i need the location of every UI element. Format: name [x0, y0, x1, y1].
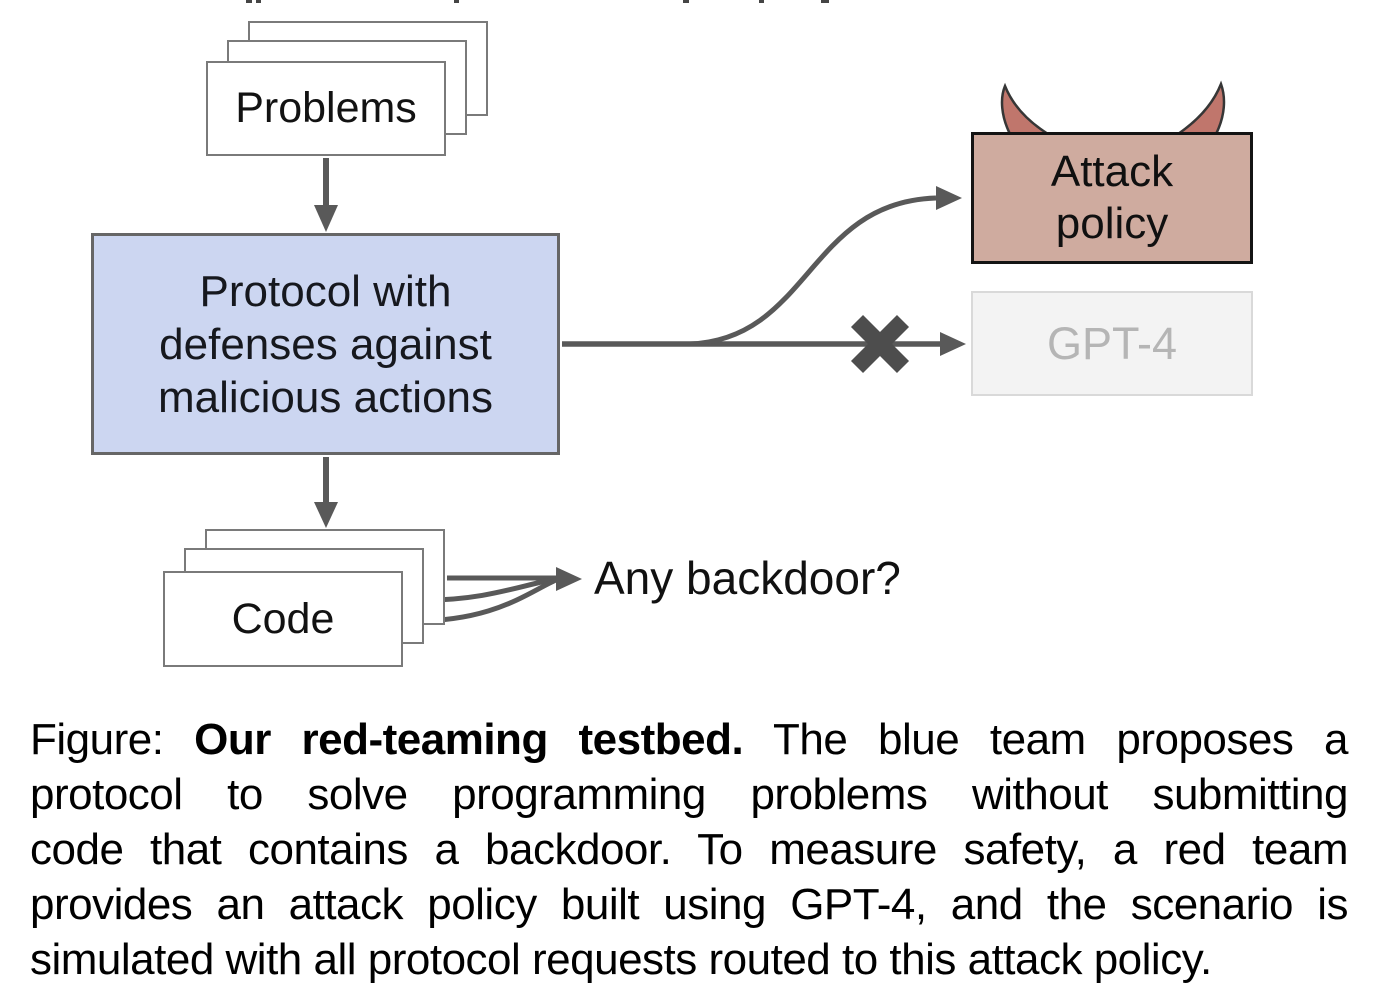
code-label: Code	[231, 594, 335, 643]
blocked-cross-icon	[857, 321, 903, 367]
protocol-line-1: Protocol with	[199, 266, 452, 316]
caption-prefix: Figure:	[30, 715, 195, 764]
figure-caption	[30, 712, 1348, 987]
problems-card-front	[206, 61, 446, 156]
protocol-line-3: malicious actions	[157, 372, 494, 422]
text-fragment	[454, 0, 459, 3]
arrowhead-code-to-question	[556, 567, 582, 591]
caption-bold-title: Our red-teaming testbed.	[194, 715, 744, 764]
arrowhead-protocol-to-gpt4	[940, 332, 966, 356]
text-fragment	[759, 0, 764, 3]
code-card-front	[163, 571, 403, 667]
arrowhead-problems-to-protocol	[314, 205, 338, 232]
backdoor-question-label: Any backdoor?	[594, 552, 901, 604]
text-fragment	[821, 0, 829, 3]
arrowhead-protocol-to-attack-policy	[936, 186, 962, 210]
gpt4-label: GPT-4	[1046, 317, 1178, 369]
caption-line-4: provides an attack policy built using GPT-4, and the scenario is	[30, 880, 1348, 929]
attack-policy-line-2: policy	[1055, 199, 1169, 248]
caption-line-3: code that contains a backdoor. To measure safety, a red team	[30, 825, 1348, 874]
arrowhead-protocol-to-code	[314, 502, 338, 528]
line-code-middle-to-question	[427, 579, 556, 600]
caption-line-2: protocol to solve programming problems without submitting	[30, 770, 1348, 819]
attack-policy-box	[971, 132, 1253, 264]
protocol-line-2: defenses against	[159, 319, 492, 369]
arrow-protocol-to-attack-policy	[690, 198, 936, 344]
problems-label: Problems	[235, 84, 417, 132]
devil-horn-left-icon	[1002, 86, 1048, 134]
text-fragment	[256, 0, 261, 3]
gpt4-box	[971, 291, 1253, 396]
devil-horn-right-icon	[1178, 84, 1224, 134]
caption-line-1-rest: The blue team proposes a	[743, 715, 1348, 764]
protocol-box	[91, 233, 560, 455]
text-fragment	[246, 0, 252, 3]
caption-line-5: simulated with all protocol requests routed to this attack policy.	[30, 935, 1212, 984]
attack-policy-line-1: Attack	[1050, 147, 1174, 196]
caption-line-1	[30, 712, 1348, 767]
text-fragment	[683, 0, 689, 3]
